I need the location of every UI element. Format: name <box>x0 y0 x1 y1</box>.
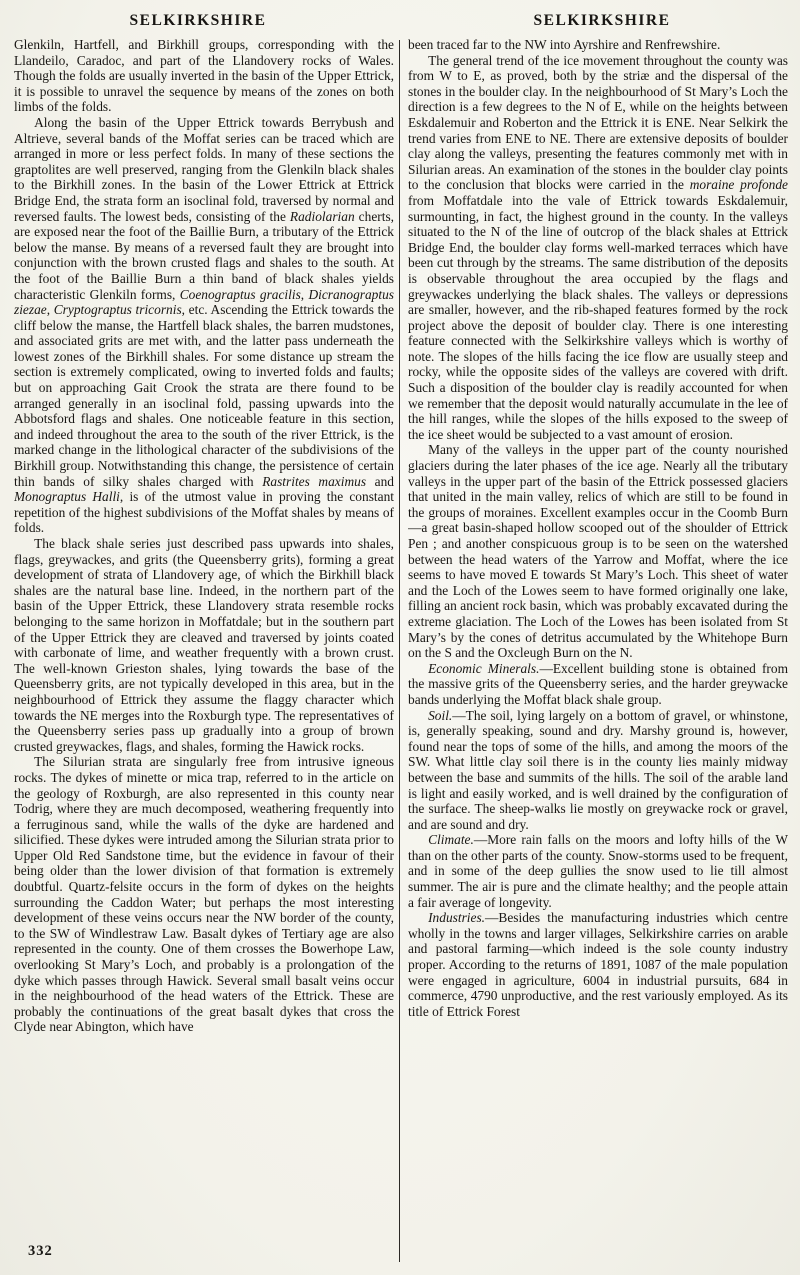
text-column-right <box>408 37 788 1252</box>
running-head-left: SELKIRKSHIRE <box>129 12 267 29</box>
text-run: cherts, are exposed near the foot of the Baillie Burn, a tributary of the Ettrick below the manse. By means of a reversed fault they are brought into conjunction with the brown crusted flags and shales to the south. At the foot of the Baillie Burn a thin band of black shales yields characteristic Glenkiln forms, <box>14 208 394 302</box>
paragraph <box>14 115 394 536</box>
italic-text-run: Rastrites maximus <box>262 473 367 489</box>
text-run: —More rain falls on the moors and lofty hills of the W than on the other parts of the county. Snow-storms used to be frequent, and in some of the deep gullies the snow used to lie till almost summer. The air is pure and the climate healthy; and the people attain a fair average of longevity. <box>408 832 788 910</box>
page-number: 332 <box>28 1243 53 1259</box>
paragraph <box>408 661 788 708</box>
text-run: , <box>300 286 309 302</box>
text-run: and <box>366 473 394 489</box>
italic-text-run: Radiolarian <box>289 208 355 224</box>
text-run: Many of the valleys in the upper part of the county nourished glaciers during the later phases of the ice age. Nearly all the tributary valleys in the upper part of the basin of the Ettrick possessed glaciers that united in the main valley, relics of which are still to be found in the groups of moraines. Excellent examples occur in the Coomb Burn—a great basin-shaped hollow scooped out of the shoulder of Ettrick Pen ; and another conspicuous group is to be seen on the watershed between the head waters of the Yarrow and Moffat, where the ice seems to have moved E towards St Mary’s Loch. This sheet of water and the Loch of the Lowes seem to have formed originally one lake, filling an ancient rock basin, which was probably excavated during the extreme glaciation. The Loch of the Lowes has been isolated from St Mary’s by the cones of detritus accumulated by the Whitehope Burn on the S and the Oxcleugh Burn on the N. <box>408 442 788 661</box>
italic-text-run: Soil. <box>428 707 453 723</box>
text-run: been traced far to the NW into Ayrshire and Renfrewshire. <box>408 37 721 52</box>
paragraph <box>408 910 788 1019</box>
italic-text-run: Economic Minerals. <box>428 660 540 676</box>
text-run: Along the basin of the Upper Ettrick towards Berrybush and Altrieve, several bands of the Moffat series can be traced which are arranged in more or less perfect folds. In many of these sections the graptolites are well preserved, ranging from the Glenkiln black shales to the Birkhill zones. In the basin of the Lower Ettrick at Ettrick Bridge End, the strata form an isoclinal fold, traversed by normal and reversed faults. The lowest beds, consisting of the <box>14 114 394 224</box>
paragraph <box>14 536 394 754</box>
italic-text-run: Cryptograptus tricornis <box>53 302 182 318</box>
italic-text-run: Industries. <box>428 910 486 926</box>
text-column-left <box>14 37 394 1252</box>
text-run: , is of the utmost value in proving the constant repetition of the highest subdivisions of the Moffat shales by means of folds. <box>14 489 394 536</box>
text-run: , <box>46 302 54 318</box>
text-run: The black shale series just described pass upwards into shales, flags, greywackes, and grits (the Queensberry grits), forming a great development of strata of Llandovery age, of which the Birkhill black shales are the natural base line. Indeed, in the northern part of the basin of the Upper Ettrick, these Llandovery strata resemble rocks belonging to the same horizon in Moffatdale; but in the southern part of the Upper Ettrick they are cleaved and traversed by joints coated with carbonate of lime, and weather frequently with a brown crust. The well-known Grieston shales, lying towards the base of the Queensberry grits, are not typically developed in this area, but in the neighbourhood of Ettrick they assume the flaggy character which towards the NE merges into the Roxburgh type. The representatives of the Queensberry series pass up gradually into a group of brown crusted greywackes, flags, and shales, forming the Hawick rocks. <box>14 536 394 754</box>
paragraph <box>408 832 788 910</box>
italic-text-run: Monograptus Halli <box>14 489 120 505</box>
text-run: from Moffatdale into the vale of Ettrick towards Eskdalemuir, surmounting, in fact, the highest ground in the county. In the valleys situated to the N of the line of outcrop of the black shales at Ettrick Bridge End, the boulder clay forms well-marked terraces which have been cut through by the streams. The same distribution of the deposits is observable throughout the area occupied by the flags and greywackes underlying the black shales. The valleys or depressions are smaller, however, and the rib-shaped features formed by the rock project above the deposit of boulder clay. There is one interesting feature connected with the Selkirkshire valleys which is worthy of note. The slopes of the hills facing the ice flow are usually steep and rocky, while the opposite sides of the valleys are covered with drift. Such a disposition of the boulder clay is readily accounted for when we remember that the deposit would naturally accumulate in the lee of the hill ranges, while the slopes of the hills exposed to the sweep of the ice sheet would be subjected to a vast amount of erosion. <box>408 192 788 442</box>
paragraph <box>14 37 394 115</box>
paragraph <box>408 53 788 443</box>
text-run: The Silurian strata are singularly free from intrusive igneous rocks. The dykes of minette or mica trap, referred to in the article on the geology of Roxburgh, are also represented in this county near Todrig, where they are much decomposed, weathering frequently into a ferruginous sand, while the walls of the dyke are hardened and silicified. These dykes were intruded among the Silurian strata prior to Upper Old Red Sandstone time, but the evidence in favour of their being older than the lower division of that formation is extremely doubtful. Quartz-felsite occurs in the form of dykes on the heights surrounding the Caddon Water; but perhaps the most interesting development of these veins occurs near the NW border of the county, to the SW of Windlestraw Law. Basalt dykes of Tertiary age are also represented in the county. One of them crosses the Bowerhope Law, overlooking St Mary’s Loch, and probably is a prolongation of the dyke which passes through Hawick. Several small basalt veins occur in the neighbourhood of the head waters of the Ettrick. These are probably the continuations of the great basalt dykes that cross the Clyde near Abington, which have <box>14 754 394 1035</box>
paragraph <box>14 754 394 1035</box>
italic-text-run: Coenograptus gracilis <box>179 286 301 302</box>
paragraph <box>408 708 788 833</box>
text-run: —Besides the manufacturing industries which centre wholly in the towns and larger villages, Selkirkshire carries on arable and pastoral farming—which indeed is the sole county industry proper. According to the returns of 1891, 1087 of the male population were engaged in agriculture, 6004 in industrial pursuits, 684 in commerce, 4790 unproductive, and the rest variously employed. As its title of Ettrick Forest <box>408 910 788 1019</box>
text-run: Glenkiln, Hartfell, and Birkhill groups, corresponding with the Llandeilo, Caradoc, and part of the Llandovery rocks of Wales. Though the folds are usually inverted in the basin of the Upper Ettrick, it is possible to unravel the sequence by means of the zones on both limbs of the folds. <box>14 37 394 115</box>
running-head-right: SELKIRKSHIRE <box>533 12 671 29</box>
text-run: , etc. Ascending the Ettrick towards the cliff below the manse, the Hartfell black shales, the barren mudstones, and associated grits are met with, and the latter pass underneath the lowest zones of the Birkhill shales. For some distance up stream the section is extremely complicated, owing to inverted folds and faults; but on approaching Gait Crook the strata are there found to be arranged generally in an isoclinal fold, passing upwards into the Abbotsford flags and shales. One noticeable feature in this section, and indeed throughout the area to the south of the river Ettrick, is the marked change in the lithological character of the subdivisions of the Birkhill group. Notwithstanding this change, the persistence of certain thin bands of silky shales charged with <box>14 302 394 489</box>
paragraph <box>408 442 788 660</box>
text-run: The general trend of the ice movement throughout the county was from W to E, as proved, both by the striæ and the dispersal of the stones in the boulder clay. In the neighbourhood of St Mary’s Loch the direction is a few degrees to the N of E, while on the heights between Eskdalemuir and Roberton and the Ettrick it is ENE. Near Selkirk the trend varies from ENE to NE. There are extensive deposits of boulder clay along the valleys, presenting the features commonly met with in Silurian areas. An examination of the stones in the boulder clay points to the conclusion that blocks were carried in the <box>408 52 788 193</box>
italic-text-run: Climate. <box>428 832 474 848</box>
text-run: —The soil, lying largely on a bottom of gravel, or whinstone, is, generally speaking, sound and dry. Marshy ground is, however, found near the tops of some of the hills, and among the moors of the SW. What little clay soil there is in the county lies mainly midway between the base and summits of the hills. The soil of the arable land is light and easily worked, and is well drained by the configuration of the surface. The sheep-walks lie mostly on greywacke rock or gravel, and are sound and dry. <box>408 707 788 832</box>
paragraph <box>408 37 788 53</box>
text-run: —Excellent building stone is obtained from the massive grits of the Queensberry series, and the harder greywacke bands underlying the Moffat black shale group. <box>408 660 788 707</box>
italic-text-run: moraine profonde <box>689 177 788 193</box>
italic-text-run: Dicranograptus ziezae <box>14 286 394 318</box>
column-divider-rule <box>399 40 400 1262</box>
